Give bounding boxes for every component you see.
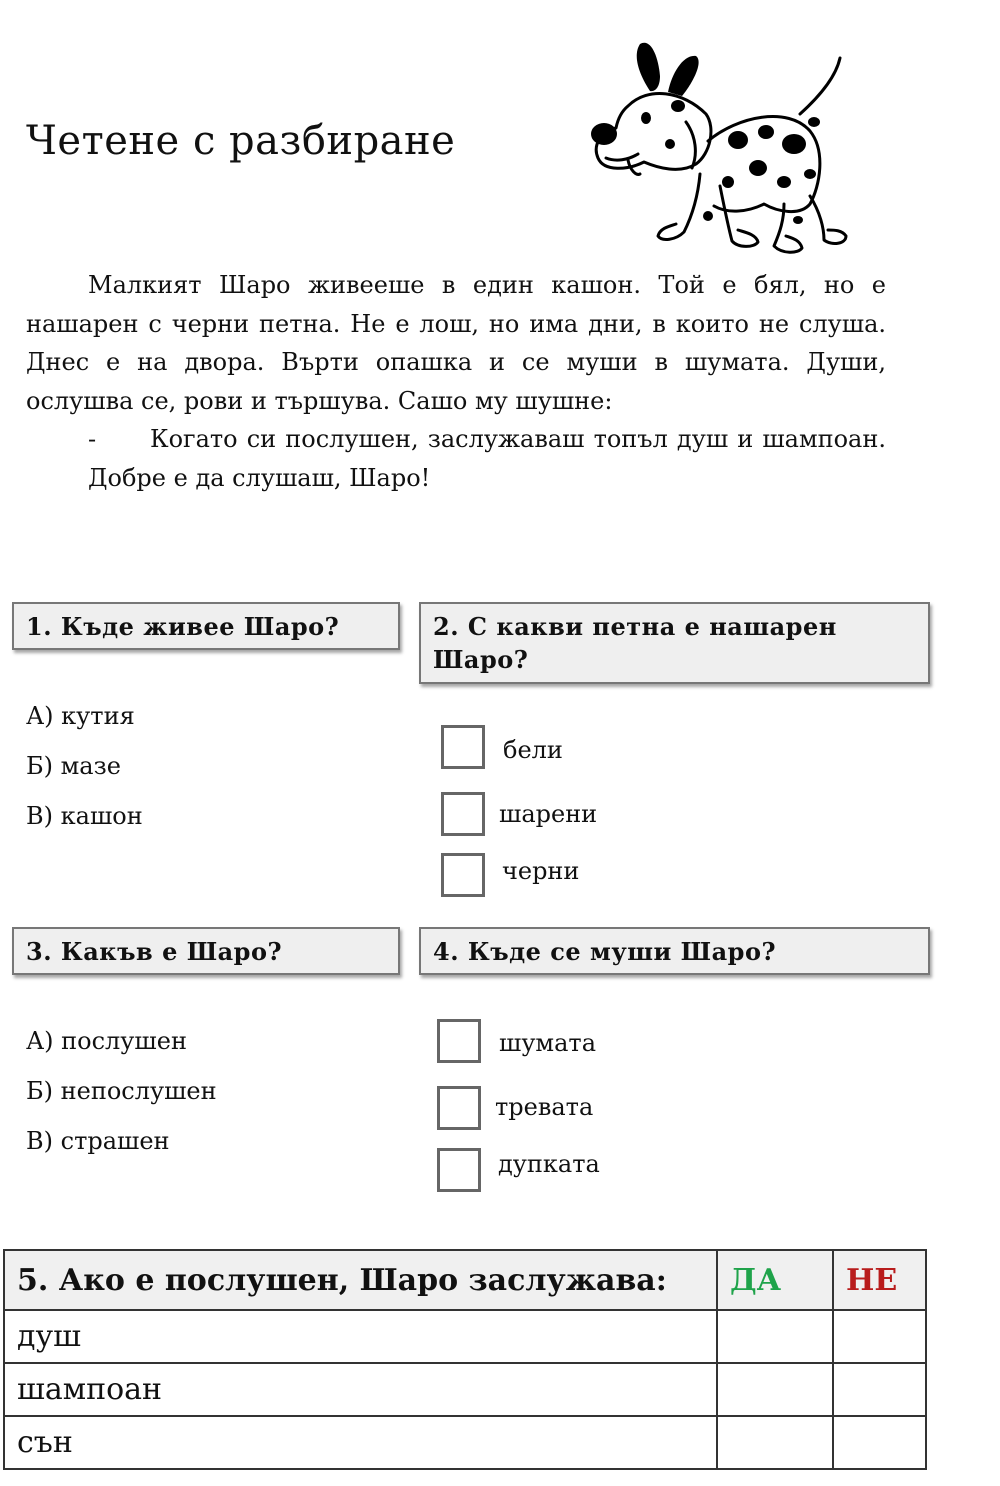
table-row: [4, 1416, 926, 1469]
question-1-option-a[interactable]: А) кутия: [26, 702, 135, 730]
question-5-heading: 5. Ако е послушен, Шаро заслужава:: [4, 1250, 717, 1310]
page-title: Четене с разбиране: [26, 118, 456, 164]
question-3-option-b[interactable]: Б) непослушен: [26, 1077, 217, 1105]
table-row: [4, 1363, 926, 1416]
question-2-option-1: бели: [503, 736, 563, 764]
question-4-checkbox-3[interactable]: [437, 1148, 481, 1192]
question-2-option-2: шарени: [499, 800, 598, 828]
question-2-checkbox-2[interactable]: [441, 792, 485, 836]
question-1-option-c[interactable]: В) кашон: [26, 802, 143, 830]
row-label: шампоан: [4, 1363, 717, 1416]
yes-column-header: ДА: [717, 1250, 833, 1310]
question-3-option-c[interactable]: В) страшен: [26, 1127, 170, 1155]
no-column-header: НЕ: [833, 1250, 926, 1310]
table-header-row: [4, 1250, 926, 1310]
dalmatian-dog-icon: [588, 36, 850, 266]
question-4-option-1: шумата: [499, 1029, 596, 1057]
story-paragraph-2: [26, 420, 886, 497]
question-2-checkbox-1[interactable]: [441, 725, 485, 769]
question-5-table: [3, 1249, 927, 1470]
question-4-box: 4. Къде се муши Шаро?: [419, 927, 930, 975]
question-1-box: 1. Къде живее Шаро?: [12, 602, 400, 650]
yes-cell[interactable]: [717, 1363, 833, 1416]
question-4-checkbox-2[interactable]: [437, 1086, 481, 1130]
question-4-option-3: дупката: [498, 1150, 600, 1178]
question-4-option-2: тревата: [495, 1093, 594, 1121]
story-text: [26, 266, 886, 497]
row-label: душ: [4, 1310, 717, 1363]
question-2-option-3: черни: [502, 857, 580, 885]
no-cell[interactable]: [833, 1416, 926, 1469]
row-label: сън: [4, 1416, 717, 1469]
question-1-option-b[interactable]: Б) мазе: [26, 752, 121, 780]
no-cell[interactable]: [833, 1363, 926, 1416]
story-dialogue: Когато си послушен, заслужаваш топъл душ и шампоан. Добре е да слушаш, Шаро!: [88, 425, 886, 492]
yes-cell[interactable]: [717, 1416, 833, 1469]
table-row: [4, 1310, 926, 1363]
question-3-box: 3. Какъв е Шаро?: [12, 927, 400, 975]
story-paragraph-1: Малкият Шаро живееше в един кашон. Той е бял, но е нашарен с черни петна. Не е лош, но има дни, в които не слуша. Днес е на двора. Върти опашка и се муши в шумата. Души, ослушва се, рови и тършува. Сашо му шушне:: [26, 271, 886, 415]
question-3-option-a[interactable]: А) послушен: [26, 1027, 187, 1055]
yes-cell[interactable]: [717, 1310, 833, 1363]
question-2-box: 2. С какви петна е нашарен Шаро?: [419, 602, 930, 684]
question-4-checkbox-1[interactable]: [437, 1019, 481, 1063]
no-cell[interactable]: [833, 1310, 926, 1363]
dialogue-dash: -: [88, 425, 97, 453]
question-2-checkbox-3[interactable]: [441, 853, 485, 897]
